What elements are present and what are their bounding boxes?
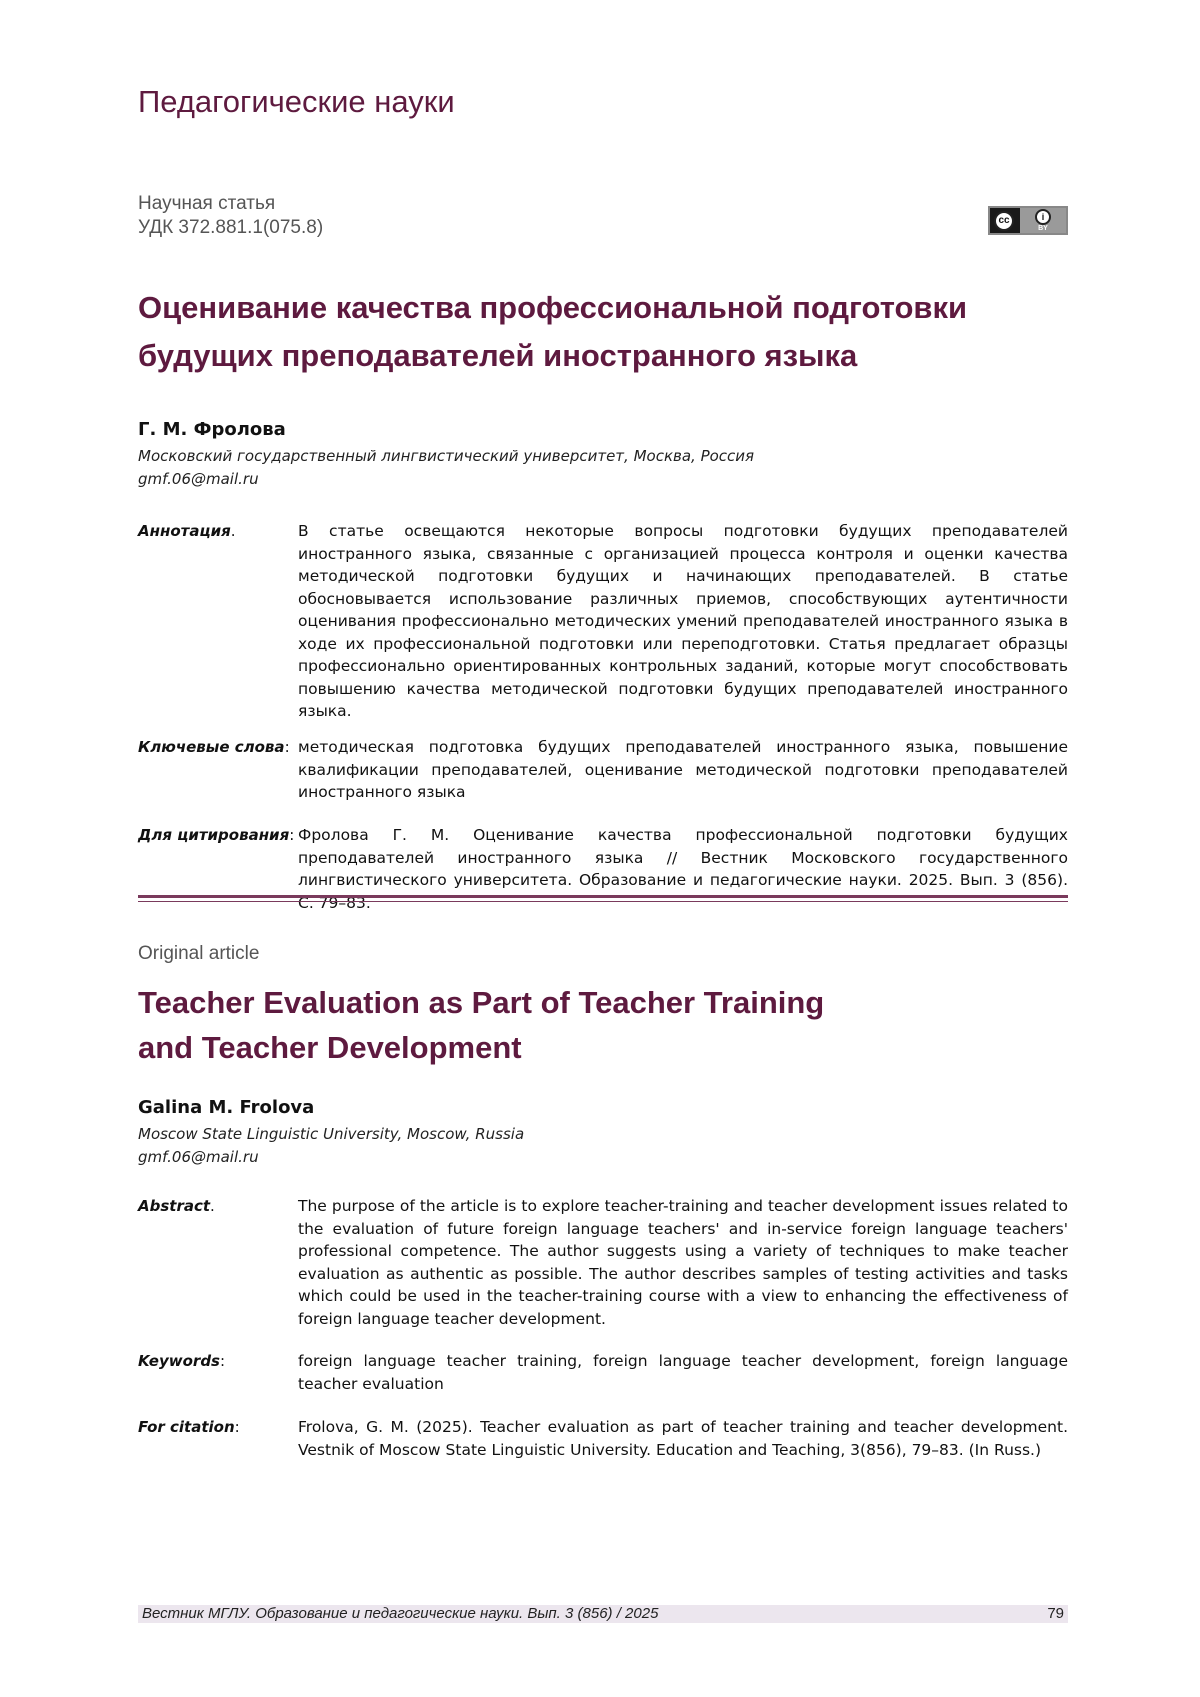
keywords-label-ru — [138, 738, 290, 756]
title-en-line-1: Teacher Evaluation as Part of Teacher Training — [138, 980, 1038, 1025]
page-number: 79 — [1030, 1605, 1064, 1623]
citation-label-ru-punct: : — [289, 826, 294, 844]
abstract-label-en-text: Abstract — [138, 1197, 210, 1215]
affiliation-ru: Московский государственный лингвистический университет, Москва, Россия — [138, 447, 754, 465]
author-en: Galina M. Frolova — [138, 1097, 314, 1118]
by-icon — [1020, 208, 1066, 233]
cc-icon: cc — [994, 211, 1014, 231]
by-label: BY — [1038, 225, 1048, 232]
citation-label-ru-text: Для цитирования — [138, 826, 289, 844]
title-ru-line-2: будущих преподавателей иностранного языка — [138, 332, 1038, 380]
abstract-label-ru-text: Аннотация — [138, 522, 231, 540]
citation-en: Frolova, G. M. (2025). Teacher evaluation as part of teacher training and teacher development. Vestnik of Moscow State Linguistic University. Education and Teaching, 3(856), 79–83. (In Russ.) — [298, 1416, 1068, 1461]
affiliation-en: Moscow State Linguistic University, Moscow, Russia — [138, 1125, 524, 1143]
keywords-label-ru-text: Ключевые слова — [138, 738, 285, 756]
title-en-line-2: and Teacher Development — [138, 1025, 1038, 1070]
section-title: Педагогические науки — [138, 84, 455, 120]
abstract-label-en — [138, 1197, 215, 1215]
citation-ru: Фролова Г. М. Оценивание качества профессиональной подготовки будущих преподавателей иностранного языка // Вестник Московского государственного лингвистического университета. Образование и педагогические науки. 2025. Вып. 3 (856). С. 79–83. — [298, 824, 1068, 914]
article-page — [0, 0, 1200, 1697]
person-icon: i — [1035, 209, 1051, 225]
keywords-en: foreign language teacher training, foreign language teacher development, foreign language teacher evaluation — [298, 1350, 1068, 1395]
article-type-en: Original article — [138, 943, 259, 965]
keywords-ru: методическая подготовка будущих преподавателей иностранного языка, повышение квалификации преподавателей, оценивание методической подготовки преподавателей иностранного языка — [298, 736, 1068, 804]
abstract-en: The purpose of the article is to explore teacher-training and teacher development issues related to the evaluation of future foreign language teachers' and in-service foreign language teachers' professional competence. The author suggests using a variety of techniques to make teacher evaluation as authentic as possible. The author describes samples of testing activities and tasks which could be used in the teacher-training course with a view to enhancing the effectiveness of foreign language teacher development. — [298, 1195, 1068, 1330]
author-ru: Г. М. Фролова — [138, 419, 286, 440]
section-divider-thin — [138, 901, 1068, 902]
citation-label-en — [138, 1418, 240, 1436]
citation-label-en-punct: : — [235, 1418, 240, 1436]
article-title-ru — [138, 284, 1038, 380]
keywords-label-en-punct: : — [220, 1352, 225, 1370]
abstract-label-ru — [138, 522, 236, 540]
email-ru[interactable]: gmf.06@mail.ru — [138, 470, 259, 488]
keywords-label-ru-punct: : — [285, 738, 290, 756]
footer-journal: Вестник МГЛУ. Образование и педагогические науки. Вып. 3 (856) / 2025 — [142, 1605, 658, 1623]
email-en[interactable]: gmf.06@mail.ru — [138, 1148, 259, 1166]
udc-code: УДК 372.881.1(075.8) — [138, 217, 323, 239]
abstract-ru: В статье освещаются некоторые вопросы подготовки будущих преподавателей иностранного языка, связанные с организацией процесса контроля и оценки качества методической подготовки будущих и начинающих преподавателей. В статье обосновывается использование различных приемов, способствующих аутентичности оценивания профессионально методических умений преподавателей иностранного языка в ходе их профессиональной подготовки или переподготовки. Статья предлагает образцы профессионально ориентированных контрольных заданий, которые могут способствовать повышению качества методической подготовки будущих преподавателей иностранного языка. — [298, 520, 1068, 723]
article-title-en — [138, 980, 1038, 1070]
section-divider — [138, 895, 1068, 898]
cc-by-license-icon[interactable] — [988, 206, 1068, 235]
title-ru-line-1: Оценивание качества профессиональной подготовки — [138, 284, 1038, 332]
keywords-label-en — [138, 1352, 225, 1370]
article-type: Научная статья — [138, 193, 275, 215]
abstract-label-en-punct: . — [210, 1197, 215, 1215]
citation-label-en-text: For citation — [138, 1418, 235, 1436]
keywords-label-en-text: Keywords — [138, 1352, 220, 1370]
citation-label-ru — [138, 826, 294, 844]
abstract-label-ru-punct: . — [231, 522, 236, 540]
